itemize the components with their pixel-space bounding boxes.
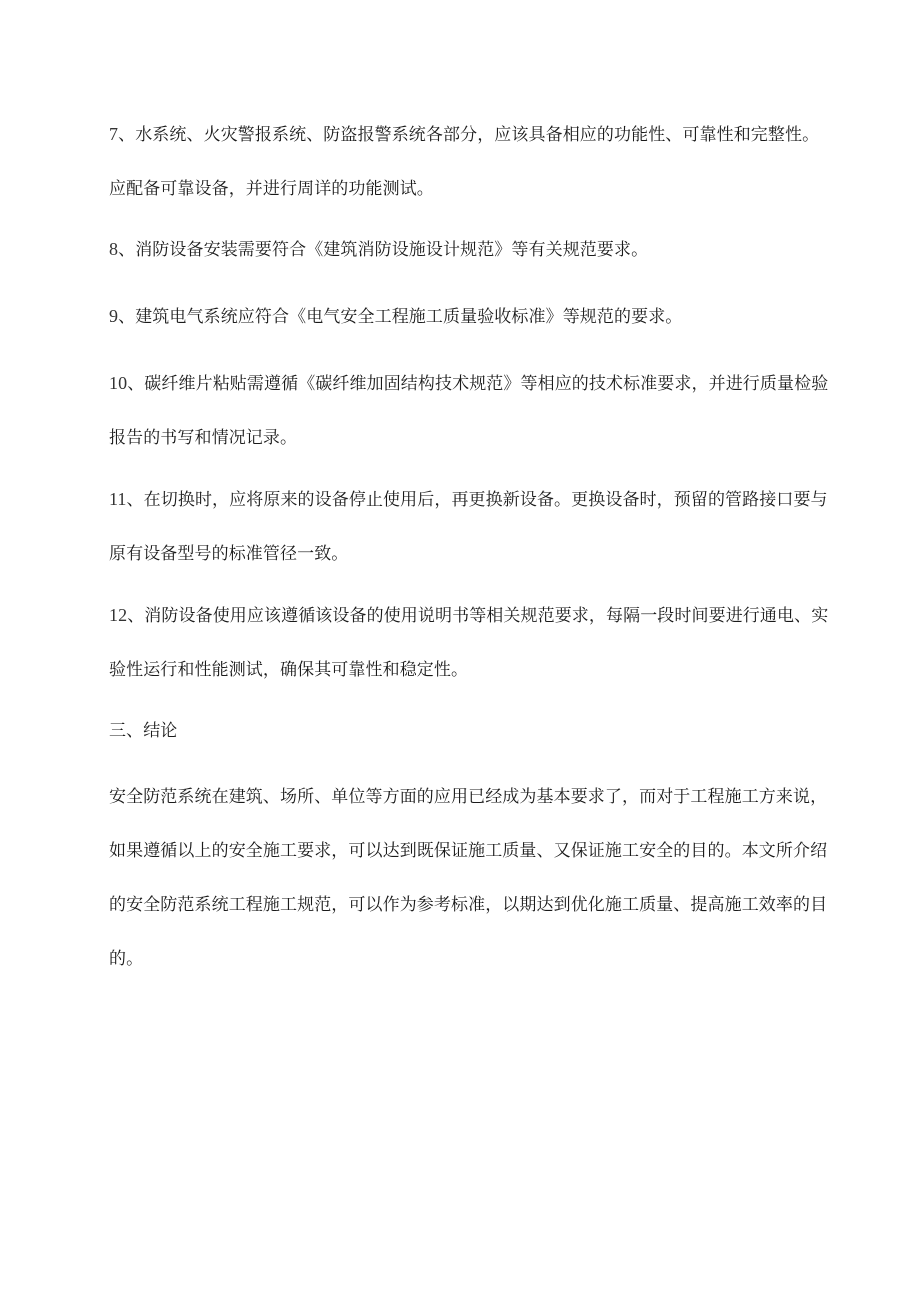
conclusion-paragraph: 安全防范系统在建筑、场所、单位等方面的应用已经成为基本要求了，而对于工程施工方来说，如果遵循以上的安全施工要求，可以达到既保证施工质量、又保证施工安全的目的。本文所介绍的安全防范系统工程施工规范，可以作为参考标准，以期达到优化施工质量、提高施工效率的目的。 (109, 787, 828, 969)
item-text: 、建筑电气系统应符合《电气安全工程施工质量验收标准》等规范的要求。 (118, 307, 683, 327)
item-number: 11 (109, 489, 127, 509)
item-number: 9 (109, 306, 119, 326)
item-number: 7 (109, 124, 119, 144)
list-item-11 (109, 472, 829, 581)
item-text: 、消防设备使用应该遵循该设备的使用说明书等相关规范要求，每隔一段时间要进行通电、实验性运行和性能测试，确保其可靠性和稳定性。 (109, 606, 829, 680)
item-number: 12 (109, 605, 128, 625)
list-item-10 (109, 356, 829, 465)
section-heading: 三、结论 (109, 721, 178, 741)
item-text: 、消防设备安装需要符合《建筑消防设施设计规范》等有关规范要求。 (118, 240, 649, 260)
list-item-7 (109, 107, 829, 216)
list-item-12 (109, 588, 829, 697)
list-item-9 (109, 289, 829, 344)
item-text: 、水系统、火灾警报系统、防盗报警系统各部分，应该具备相应的功能性、可靠性和完整性。应配备可靠设备，并进行周详的功能测试。 (109, 125, 820, 199)
item-number: 10 (109, 373, 128, 393)
item-number: 8 (109, 239, 119, 259)
list-item-8 (109, 222, 829, 277)
item-text: 、在切换时，应将原来的设备停止使用后，再更换新设备。更换设备时，预留的管路接口要与原有设备型号的标准管径一致。 (109, 490, 828, 564)
item-text: 、碳纤维片粘贴需遵循《碳纤维加固结构技术规范》等相应的技术标准要求，并进行质量检验报告的书写和情况记录。 (109, 374, 829, 448)
